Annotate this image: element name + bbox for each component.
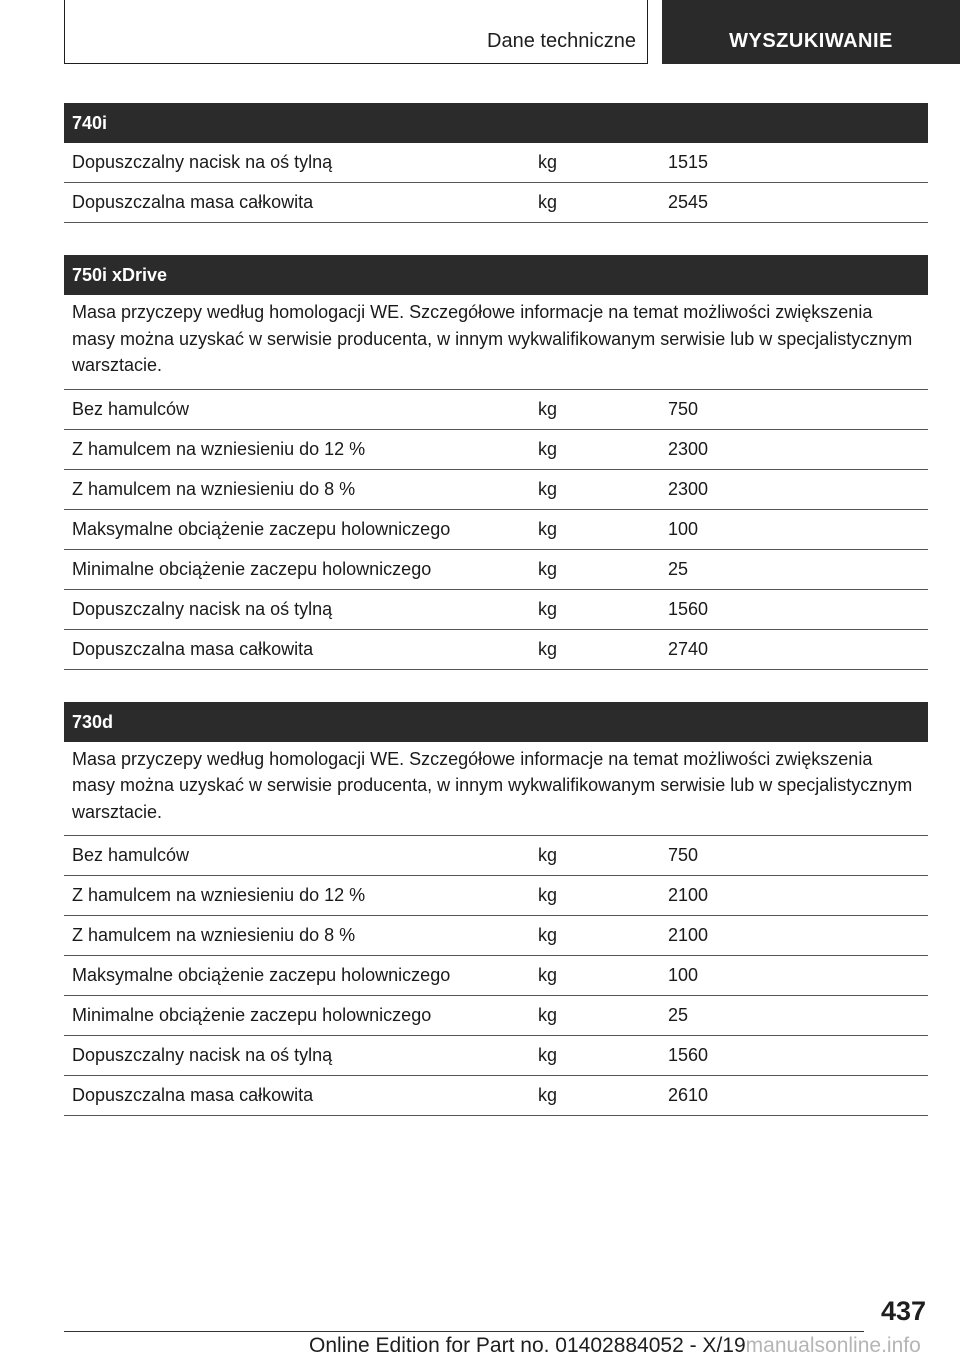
table-row — [64, 916, 928, 956]
row-unit: kg — [538, 478, 558, 499]
row-value: 25 — [668, 558, 689, 579]
spec-section — [64, 103, 928, 223]
table-row — [64, 876, 928, 916]
row-value: 100 — [668, 965, 699, 985]
section-title: 730d — [64, 702, 928, 742]
row-unit: kg — [538, 925, 558, 945]
row-label: Minimalne obciążenie zaczepu holowniczego — [72, 1005, 432, 1025]
section-note: Masa przyczepy według homologacji WE. Szczegółowe informacje na temat możliwości zwiększenia masy można uzyskać w serwisie producenta, w innym wykwalifikowanym serwisie lub w specjalistycznym warsztacie. — [64, 295, 928, 390]
table-row — [64, 183, 928, 223]
row-label: Dopuszczalna masa całkowita — [72, 638, 314, 659]
row-value: 1515 — [668, 152, 709, 172]
row-unit: kg — [538, 1085, 558, 1105]
table-row — [64, 390, 928, 430]
row-value: 2300 — [668, 478, 709, 499]
row-value: 2100 — [668, 885, 709, 905]
section-note: Masa przyczepy według homologacji WE. Szczegółowe informacje na temat możliwości zwiększenia masy można uzyskać w serwisie producenta, w innym wykwalifikowanym serwisie lub w specjalistycznym warsztacie. — [64, 742, 928, 837]
table-row — [64, 510, 928, 550]
row-label: Z hamulcem na wzniesieniu do 12 % — [72, 885, 366, 905]
table-row — [64, 430, 928, 470]
row-label: Bez hamulców — [72, 398, 190, 419]
edition-text: Online Edition for Part no. 01402884052 - X/19 — [309, 1334, 746, 1357]
row-label: Dopuszczalny nacisk na oś tylną — [72, 1045, 333, 1065]
row-label: Z hamulcem na wzniesieniu do 8 % — [72, 925, 356, 945]
row-label: Dopuszczalna masa całkowita — [72, 1085, 314, 1105]
row-value: 1560 — [668, 1045, 709, 1065]
row-value: 2100 — [668, 925, 709, 945]
row-value: 750 — [668, 398, 699, 419]
watermark-text: manualsonline.info — [745, 1334, 921, 1357]
page-number: 437 — [880, 1296, 926, 1326]
row-unit: kg — [538, 885, 558, 905]
row-unit: kg — [538, 438, 558, 459]
table-row — [64, 1076, 928, 1116]
row-label: Bez hamulców — [72, 845, 190, 865]
row-value: 2610 — [668, 1085, 709, 1105]
section-label: Dane techniczne — [487, 30, 636, 52]
table-row — [64, 550, 928, 590]
spec-section — [64, 702, 928, 1117]
section-title: 740i — [64, 103, 928, 143]
row-unit: kg — [538, 518, 558, 539]
row-unit: kg — [538, 152, 558, 172]
row-value: 100 — [668, 518, 699, 539]
row-unit: kg — [538, 965, 558, 985]
row-label: Z hamulcem na wzniesieniu do 8 % — [72, 478, 356, 499]
search-tab[interactable]: WYSZUKIWANIE — [662, 0, 960, 64]
row-unit: kg — [538, 192, 558, 212]
row-unit: kg — [538, 1005, 558, 1025]
row-value: 750 — [668, 845, 699, 865]
footer-edition — [309, 1334, 921, 1358]
row-value: 25 — [668, 1005, 689, 1025]
row-value: 2740 — [668, 638, 709, 659]
row-label: Dopuszczalna masa całkowita — [72, 192, 314, 212]
row-label: Dopuszczalny nacisk na oś tylną — [72, 598, 333, 619]
row-unit: kg — [538, 845, 558, 865]
table-row — [64, 1036, 928, 1076]
row-label: Maksymalne obciążenie zaczepu holowniczego — [72, 518, 451, 539]
table-row — [64, 630, 928, 670]
row-label: Z hamulcem na wzniesieniu do 12 % — [72, 438, 366, 459]
row-label: Dopuszczalny nacisk na oś tylną — [72, 152, 333, 172]
footer-divider — [64, 1331, 864, 1332]
table-row — [64, 470, 928, 510]
row-unit: kg — [538, 598, 558, 619]
row-label: Minimalne obciążenie zaczepu holowniczego — [72, 558, 432, 579]
spec-section — [64, 255, 928, 670]
row-label: Maksymalne obciążenie zaczepu holowniczego — [72, 965, 451, 985]
row-unit: kg — [538, 638, 558, 659]
row-unit: kg — [538, 1045, 558, 1065]
table-row — [64, 143, 928, 183]
row-unit: kg — [538, 398, 558, 419]
section-title: 750i xDrive — [64, 255, 928, 295]
table-row — [64, 836, 928, 876]
table-row — [64, 956, 928, 996]
row-value: 2545 — [668, 192, 709, 212]
table-row — [64, 590, 928, 630]
row-value: 2300 — [668, 438, 709, 459]
table-row — [64, 996, 928, 1036]
spec-content — [64, 103, 928, 1148]
row-value: 1560 — [668, 598, 709, 619]
row-unit: kg — [538, 558, 558, 579]
